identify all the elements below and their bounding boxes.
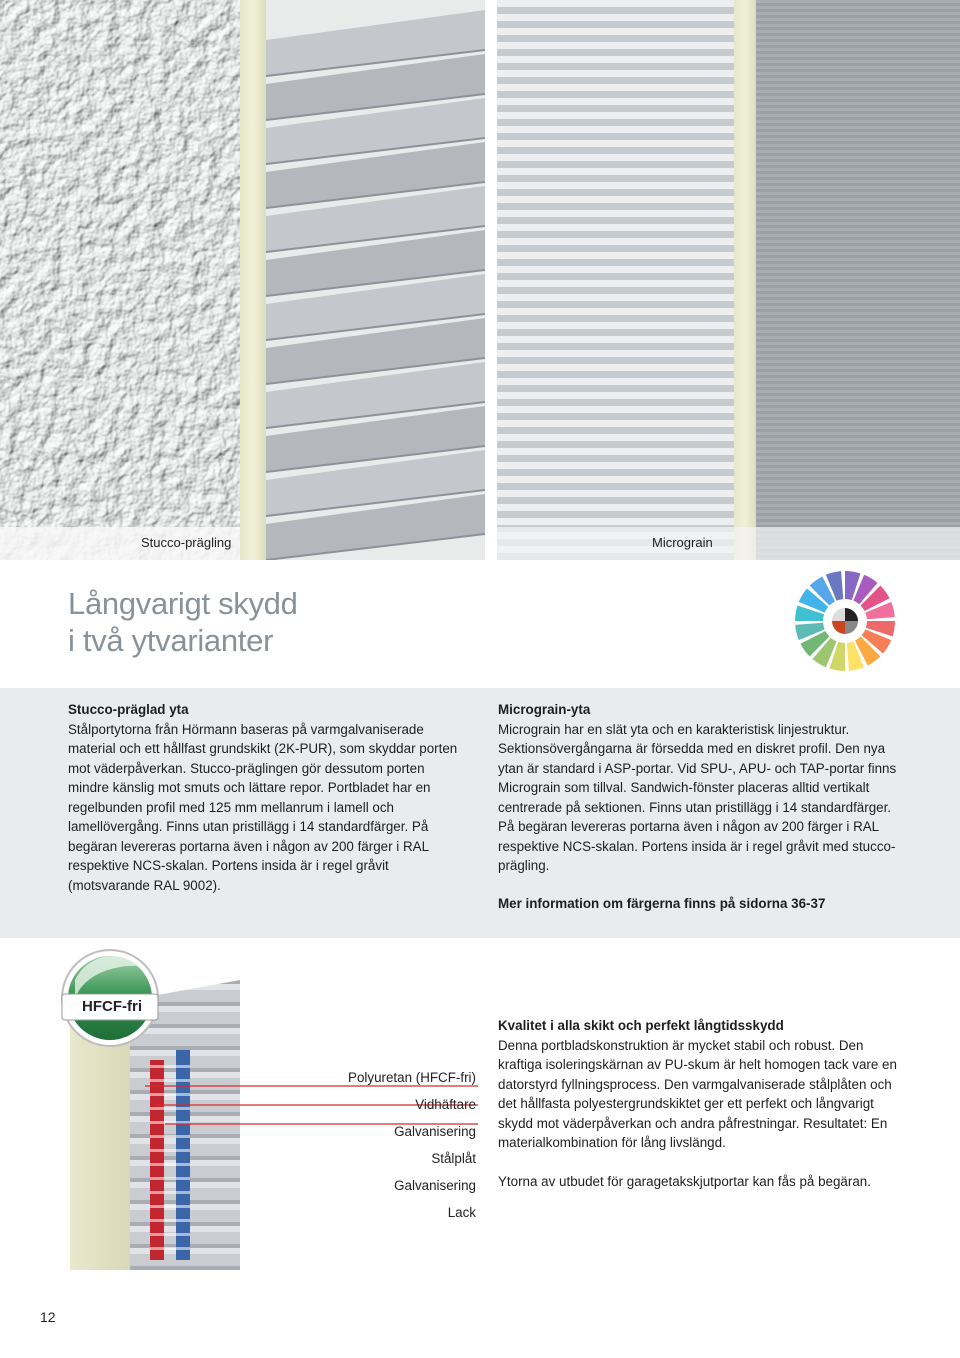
quality-note: Ytorna av utbudet för garagetakskjutportar kan fås på begäran. — [498, 1173, 871, 1189]
page-number: 12 — [40, 1309, 56, 1325]
color-wheel-icon — [790, 566, 900, 676]
quality-section — [498, 1016, 898, 1191]
micrograin-photo — [497, 0, 960, 560]
caption-stucco: Stucco-prägling — [141, 535, 232, 550]
stucco-photo — [0, 0, 485, 560]
layer-label-3: Stålplåt — [431, 1151, 476, 1166]
layer-label-5: Lack — [447, 1205, 476, 1220]
layer-diagram — [0, 940, 490, 1270]
micrograin-illustration — [497, 0, 960, 560]
layer-label-1: Vidhäftare — [415, 1097, 476, 1112]
page-headline — [68, 585, 588, 659]
stucco-body: Stålportytorna från Hörmann baseras på varmgalvaniserade material och ett hållfast grundskikt (2K-PUR), som skyddar porten mot väderpåverkan. Stucco-präglingen gör dessutom porten mindre känslig mot smuts och lättare repor. Portbladet har en regelbunden profil med 125 mm mellanrum i lamell och lamellövergång. Finns utan pristillägg i 14 standardfärger. På begäran levereras portarna även i någon av 200 färger i RAL respektive NCS-skalan. Portens insida är i regel gråvit (motsvarande RAL 9002). — [68, 721, 458, 893]
micrograin-section — [498, 700, 898, 913]
layer-label-0: Polyuretan (HFCF-fri) — [348, 1070, 476, 1085]
micrograin-body: Micrograin har en slät yta och en karakteristisk linjestruktur. Sektionsövergångarna är försedda med en diskret profil. Den nya ytan är standard i ASP-portar. Vid SPU-, APU- och TAP-portar finns Micrograin som tillval. Sandwich-fönster placeras alltid vertikalt centrerade på sektionen. Finns utan pristillägg i 14 standardfärger. På begäran levereras portarna även i någon av 200 färger i RAL respektive NCS-skalan. Portens insida är i regel gråvit med stucco-prägling. — [498, 721, 897, 873]
quality-title: Kvalitet i alla skikt och perfekt långtidsskydd — [498, 1018, 784, 1033]
headline-line-2: i två ytvarianter — [68, 623, 274, 658]
micrograin-title: Micrograin-yta — [498, 702, 591, 717]
more-info-link[interactable]: Mer information om färgerna finns på sidorna 36-37 — [498, 895, 826, 911]
panel-ribs — [266, 10, 485, 560]
stucco-illustration — [0, 0, 485, 560]
layer-label-4: Galvanisering — [394, 1178, 476, 1193]
stucco-title: Stucco-präglad yta — [68, 702, 189, 717]
hfcf-badge-label: HFCF-fri — [82, 998, 142, 1015]
headline-line-1: Långvarigt skydd — [68, 586, 298, 621]
stucco-section — [68, 700, 468, 895]
quality-body: Denna portbladskonstruktion är mycket stabil och robust. Den kraftiga isoleringskärnan av PU-skum är helt homogen tack vare en datorstyrd fyllningsprocess. Den varmgalvaniserade stålplåten och det hållfasta polyestergrundskiktet ger ett perfekt och långvarigt skydd mot väderpåverkan och andra påfrestningar. Resultatet: En materialkombination för lång livslängd. — [498, 1037, 897, 1150]
caption-micrograin: Micrograin — [652, 535, 713, 550]
layer-label-2: Galvanisering — [394, 1124, 476, 1139]
